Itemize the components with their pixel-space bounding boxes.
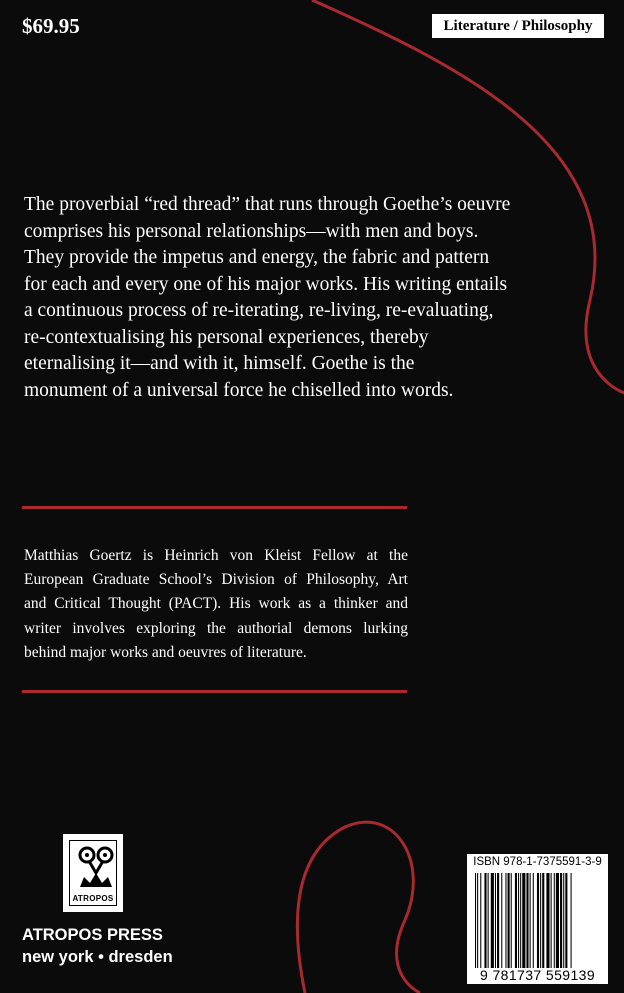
- blurb-line: They provide the impetus and energy, the fabric and pattern: [24, 247, 490, 268]
- barcode-bar: [542, 873, 544, 968]
- divider-bottom: [22, 690, 407, 693]
- barcode-bar: [554, 873, 555, 968]
- barcode-bar: [565, 873, 567, 968]
- blurb-line: The proverbial “red thread” that runs through Goethe’s oeuvre: [24, 194, 511, 215]
- barcode-bar: [475, 873, 476, 968]
- publisher-block: [22, 924, 173, 968]
- barcode-bar: [491, 873, 494, 968]
- isbn-barcode: [467, 854, 608, 984]
- barcode-bar: [551, 873, 552, 968]
- divider-top: [22, 506, 407, 509]
- category-label: Literature / Philosophy: [432, 14, 604, 38]
- barcode-bar: [560, 873, 562, 968]
- isbn-label: ISBN 978-1-7375591-3-9: [473, 856, 602, 868]
- barcode-bar: [522, 873, 525, 968]
- barcode-bar: [533, 873, 534, 968]
- blurb-line: for each and every one of his major works. His writing entails: [24, 273, 508, 295]
- barcode-bar: [484, 873, 486, 968]
- barcode-digits: 9 781737 559139: [480, 967, 595, 983]
- barcode-bar: [501, 873, 502, 968]
- barcode-bar: [508, 873, 510, 968]
- blurb-line: monument of a universal force he chiselled into words.: [24, 379, 454, 401]
- barcode-bar: [497, 873, 499, 968]
- barcode-bar: [480, 873, 481, 968]
- blurb-line: a continuous process of re-iterating, re-living, re-evaluating,: [24, 300, 494, 321]
- barcode-bar: [563, 873, 564, 968]
- barcode-bar: [537, 873, 539, 968]
- logo-wordmark: ATROPOS: [72, 894, 114, 903]
- barcode-bar: [546, 873, 549, 968]
- blurb-line: re-contextualising his personal experiences, thereby: [24, 326, 429, 348]
- barcode-bar: [488, 873, 489, 968]
- publisher-logo: [63, 834, 123, 912]
- blurb-line: comprises his personal relationships—with men and boys.: [24, 220, 479, 242]
- bio-line: writer involves exploring the authorial demons lurking: [24, 619, 408, 637]
- barcode-bar: [518, 873, 519, 968]
- bio-line: and Critical Thought (PACT). His work as a thinker and: [24, 595, 408, 613]
- publisher-cities: new york • dresden: [22, 948, 173, 966]
- bio-line: behind major works and oeuvres of literature.: [24, 643, 307, 661]
- barcode-bar: [556, 873, 559, 968]
- price-label: $69.95: [22, 14, 80, 38]
- barcode-bar: [477, 873, 478, 968]
- author-bio: [24, 544, 408, 665]
- barcode-bars: [473, 873, 603, 968]
- barcode-bar: [495, 873, 496, 968]
- bio-line: European Graduate School’s Division of Philosophy, Art: [24, 571, 408, 589]
- barcode-bar: [571, 873, 572, 968]
- blurb-line: eternalising it—and with it, himself. Goethe is the: [24, 353, 415, 374]
- barcode-bar: [530, 873, 531, 968]
- atropos-scissors-eyes-icon: [74, 843, 118, 889]
- barcode-bar: [520, 873, 521, 968]
- barcode-bar: [505, 873, 506, 968]
- barcode-bar: [540, 873, 541, 968]
- bio-line: Matthias Goertz is Heinrich von Kleist Fellow at the: [24, 547, 408, 564]
- publisher-name: ATROPOS PRESS: [22, 926, 163, 944]
- barcode-bar: [515, 873, 517, 968]
- book-blurb: [24, 192, 614, 404]
- barcode-bar: [526, 873, 528, 968]
- barcode-bar: [511, 873, 512, 968]
